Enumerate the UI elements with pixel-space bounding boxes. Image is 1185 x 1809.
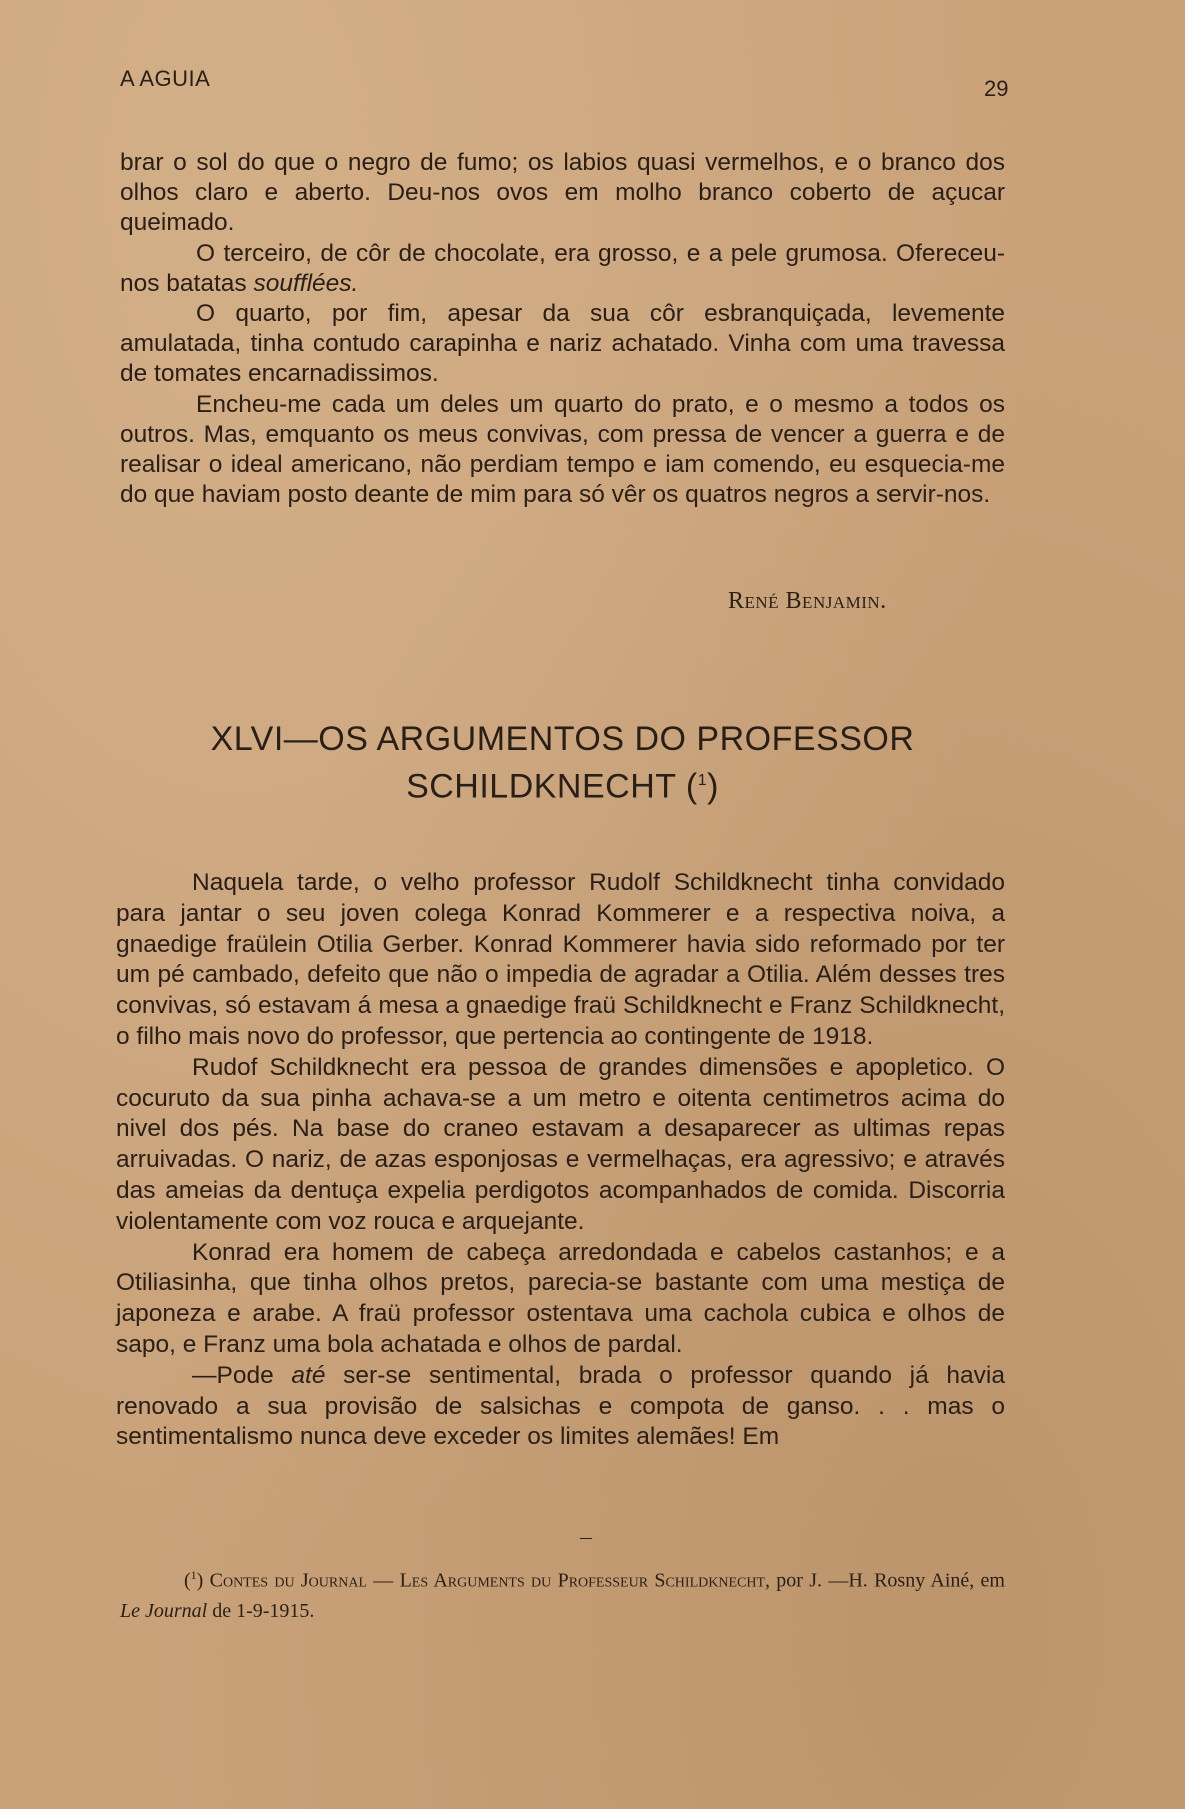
chapter-title-paren: ) bbox=[707, 767, 719, 806]
paragraph: Rudof Schildknecht era pessoa de grandes dimensões e apopletico. O cocuruto da sua pinha achava-se a um metro e oitenta centimetros acima do nivel dos pés. Na base do craneo estavam a desaparecer as ultimas repas arruivadas. O nariz, de azas esponjosas e vermelhaças, era agressivo; e através das ameias da dentuça expelia perdigotos acompanhados de comida. Discorria violentamente com voz rouca e arquejante. bbox=[116, 1053, 1005, 1235]
paragraph bbox=[116, 1361, 1005, 1453]
footnote-mark: 1 bbox=[190, 1568, 197, 1582]
paragraph: brar o sol do que o negro de fumo; os labios quasi vermelhos, e o branco dos olhos claro e aberto. Deu-nos ovos em molho branco coberto de açucar queimado. bbox=[120, 149, 1005, 237]
running-head: A AGUIA bbox=[120, 66, 211, 91]
paragraph bbox=[120, 239, 1005, 299]
footnote-date: de 1-9-1915. bbox=[207, 1599, 315, 1622]
continuation-text bbox=[120, 148, 1005, 510]
footnote-source: Contes du Journal — Les Arguments du Professeur Schildknecht bbox=[209, 1569, 766, 1592]
paragraph: O quarto, por fim, apesar da sua côr esbranquiçada, levemente amulatada, tinha contudo carapinha e nariz achatado. Vinha com uma travessa de tomates encarnadissimos. bbox=[120, 300, 1005, 388]
paragraph-text: O terceiro, de côr de chocolate, era grosso, e a pele grumosa. Ofereceu-nos batatas bbox=[120, 239, 1005, 297]
footnote-mark: 1 bbox=[697, 772, 708, 789]
italic-word: até bbox=[291, 1361, 326, 1389]
chapter-title-line-1: XLVI—OS ARGUMENTOS DO PROFESSOR bbox=[210, 720, 915, 758]
story-text bbox=[116, 868, 1005, 1453]
page-number: 29 bbox=[984, 76, 1009, 101]
chapter-title-text: SCHILDKNECHT ( bbox=[406, 767, 698, 806]
footnote bbox=[120, 1560, 1005, 1626]
paragraph: Encheu-me cada um deles um quarto do prato, e o mesmo a todos os outros. Mas, emquanto os meus convivas, com pressa de vencer a guerra e de realisar o ideal americano, não perdiam tempo e iam comendo, eu esquecia-me do que haviam posto deante de mim para só vêr os quatros negros a servir-nos. bbox=[120, 390, 1005, 509]
chapter-title-line-2 bbox=[120, 760, 1005, 807]
paragraph-text: —Pode bbox=[192, 1361, 292, 1389]
author-signature: René Benjamin. bbox=[728, 588, 887, 614]
footnote-separator bbox=[580, 1538, 592, 1539]
paragraph: Naquela tarde, o velho professor Rudolf Schildknecht tinha convidado para jantar o seu joven colega Konrad Kommerer e a respectiva noiva, a gnaedige fraülein Otilia Gerber. Konrad Kommerer havia sido reformado por ter um pé cambado, defeito que não o impedia de agradar a Otilia. Além desses tres convivas, só estavam á mesa a gnaedige fraü Schildknecht e Franz Schildknecht, o filho mais novo do professor, que pertencia ao contingente de 1918. bbox=[116, 869, 1005, 1050]
italic-word: soufflées. bbox=[253, 269, 359, 297]
footnote-author: , por J. —H. Rosny Ainé, em bbox=[765, 1569, 1005, 1592]
footnote-text: ($^1$) Contes du Journal — Les Arguments du Professeur Schildknecht, por J. —H. Rosny Ainé, em Le Journal de 1-9-1915. bbox=[120, 1568, 1005, 1622]
paragraph-text: ser-se sentimental, brada o professor quando já havia renovado a sua provisão de salsichas e compota de ganso. . . mas o sentimentalismo nunca deve exceder os limites alemães! Em bbox=[116, 1361, 1005, 1451]
chapter-title bbox=[120, 718, 1005, 807]
journal-name: Le Journal bbox=[120, 1599, 208, 1622]
paragraph: Konrad era homem de cabeça arredondada e cabelos castanhos; e a Otiliasinha, que tinha olhos pretos, parecia-se bastante com uma mestiça de japoneza e arabe. A fraü professor ostentava uma cachola cubica e olhos de sapo, e Franz uma bola achatada e olhos de pardal. bbox=[116, 1238, 1005, 1358]
